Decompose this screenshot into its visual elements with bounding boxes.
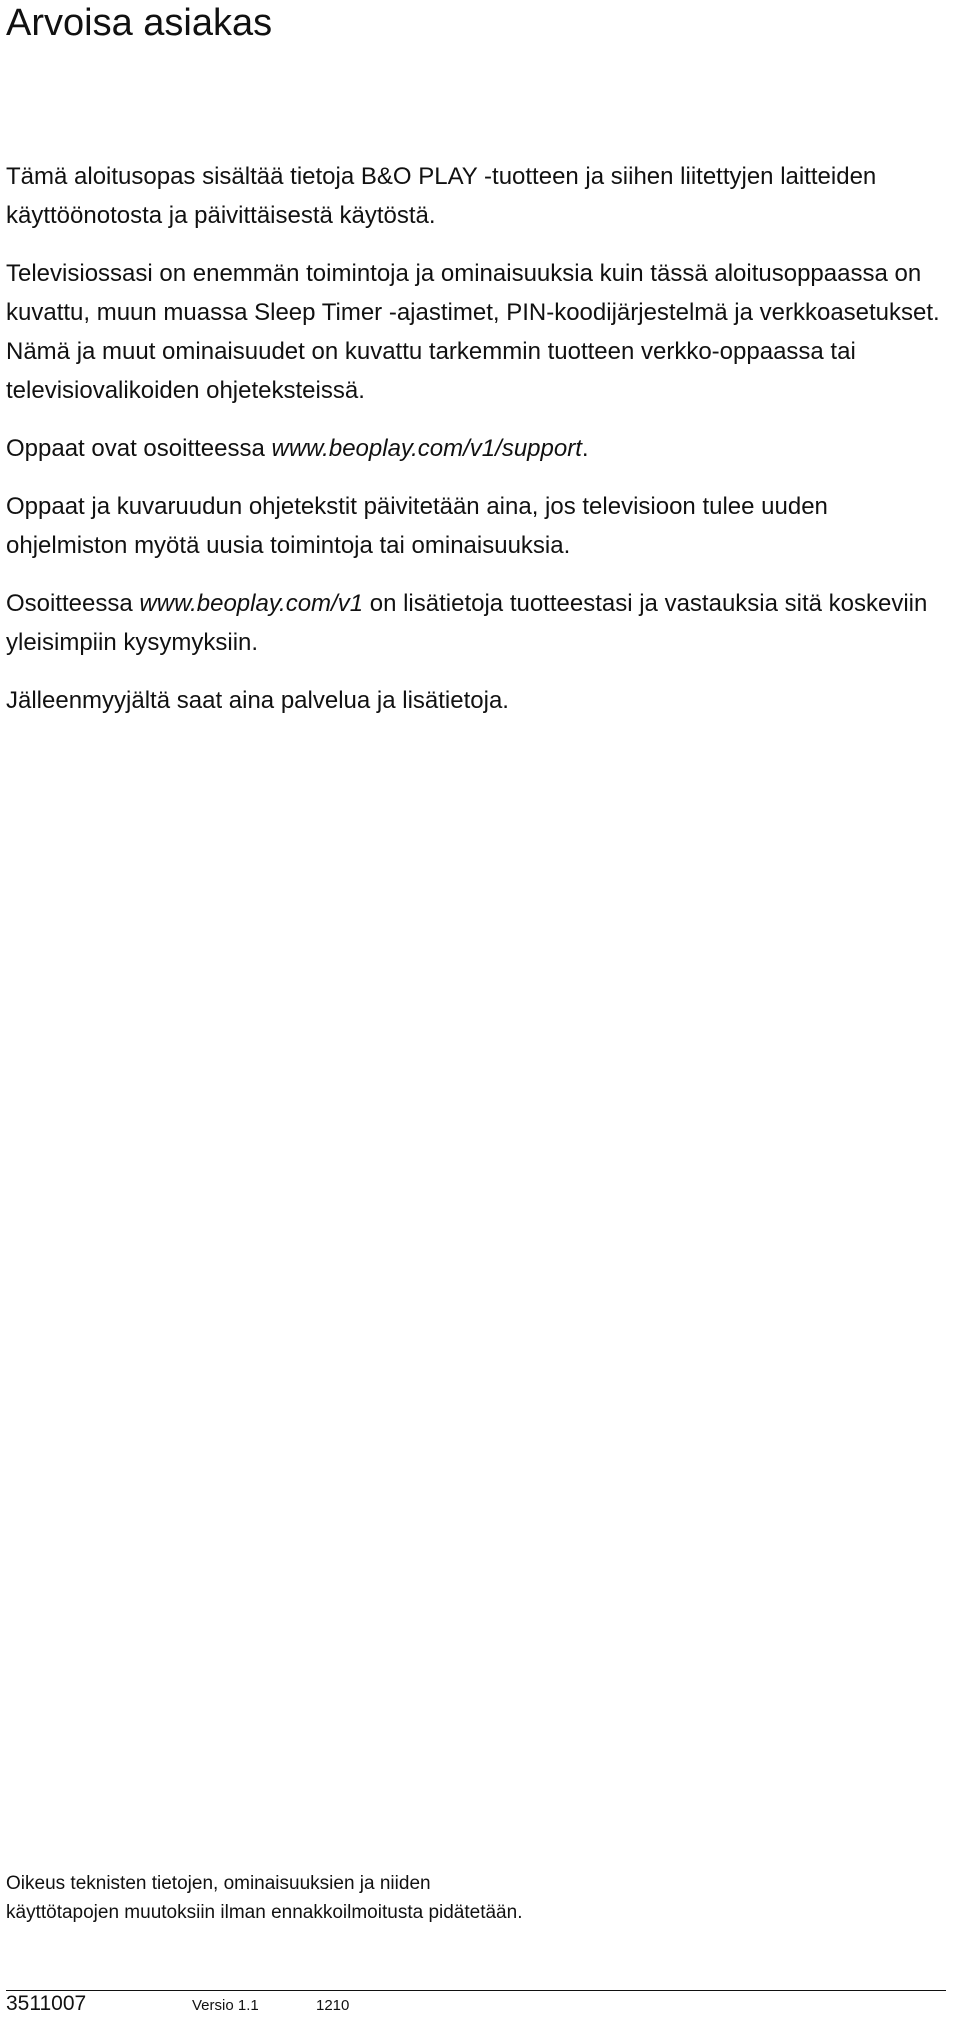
body-text bbox=[6, 157, 954, 739]
page-title: Arvoisa asiakas bbox=[6, 2, 273, 44]
more-info-prefix: Osoitteessa bbox=[6, 590, 140, 617]
paragraph-guides-location bbox=[6, 429, 954, 468]
paragraph-updates: Oppaat ja kuvaruudun ohjetekstit päivitetään aina, jos televisioon tulee uuden ohjelmiston myötä uusia toimintoja tai ominaisuuksia. bbox=[6, 493, 828, 559]
support-link[interactable]: www.beoplay.com/v1/support bbox=[271, 435, 582, 462]
paragraph-retailer: Jälleenmyyjältä saat aina palvelua ja lisätietoja. bbox=[6, 687, 509, 714]
beoplay-link[interactable]: www.beoplay.com/v1 bbox=[139, 590, 364, 617]
paragraph-intro: Tämä aloitusopas sisältää tietoja B&O PLAY -tuotteen ja siihen liitettyjen laitteiden käyttöönotosta ja päivittäisestä käytöstä. bbox=[6, 163, 877, 229]
paragraph-features: Televisiossasi on enemmän toimintoja ja ominaisuuksia kuin tässä aloitusoppaassa on kuvattu, muun muassa Sleep Timer -ajastimet, PIN-koodijärjestelmä ja verkkoasetukset. Nämä ja muut ominaisuudet on kuvattu tarkemmin tuotteen verkko-oppaassa tai televisiovalikoiden ohjeteksteissä. bbox=[6, 260, 940, 404]
more-info-suffix: on lisätietoja tuotteestasi ja vastauksia sitä koskeviin yleisimpiin kysymyksiin. bbox=[6, 590, 928, 656]
paragraph-more-info bbox=[6, 584, 954, 662]
document-code: 3511007 bbox=[6, 1992, 87, 2015]
guides-text: Oppaat ovat osoitteessa bbox=[6, 435, 272, 462]
footer bbox=[6, 1990, 946, 2015]
edition-number: 1210 bbox=[316, 1997, 350, 2014]
version-label: Versio 1.1 bbox=[192, 1997, 259, 2014]
guides-suffix: . bbox=[581, 435, 589, 462]
disclaimer-text: Oikeus teknisten tietojen, ominaisuuksien ja niiden käyttötapojen muutoksiin ilman ennakkoilmoitusta pidätetään. bbox=[6, 1873, 523, 1923]
